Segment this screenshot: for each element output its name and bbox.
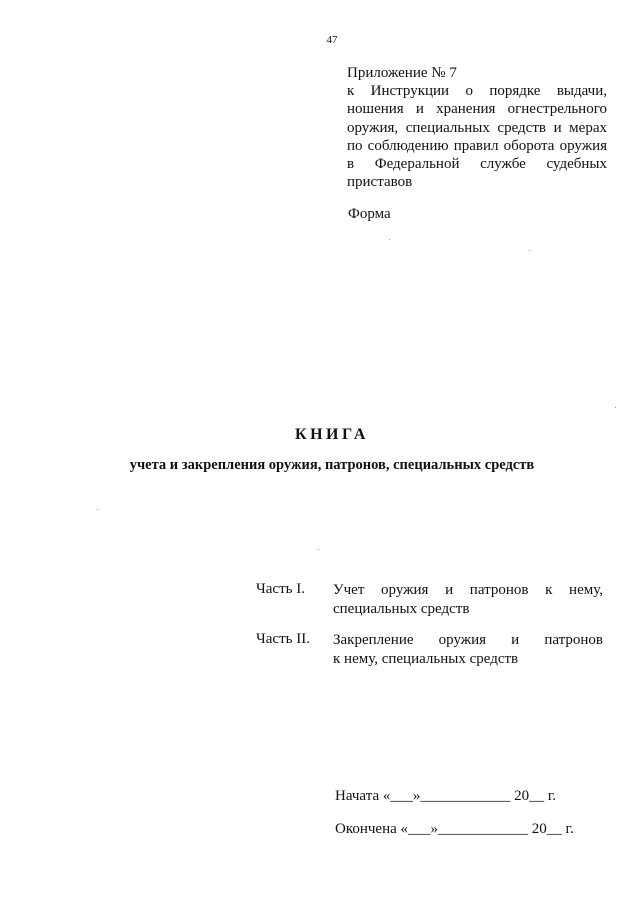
book-title: КНИГА	[295, 426, 369, 443]
book-subtitle: учета и закрепления оружия, патронов, специальных средств	[129, 457, 535, 473]
scan-speck	[529, 250, 530, 251]
part-2-text	[333, 631, 603, 668]
part-1-text	[333, 581, 603, 618]
part-2-label: Часть II.	[256, 631, 310, 647]
part-2-text-line-2: к нему, специальных средств	[333, 650, 519, 667]
started-date-line: Начата «___»____________ 20__ г.	[335, 788, 557, 804]
scan-speck	[97, 509, 98, 510]
annex-body-last-line: приставов	[347, 174, 413, 191]
annex-block	[347, 64, 607, 191]
annex-body	[347, 82, 607, 191]
part-1-label: Часть I.	[256, 581, 305, 597]
form-label: Форма	[348, 206, 391, 222]
annex-title: Приложение № 7	[347, 65, 457, 81]
part-1-text-line-1: Учет оружия и патронов к нему,	[333, 582, 603, 598]
scan-speck	[615, 407, 616, 408]
scan-speck	[389, 239, 390, 240]
annex-body-text: к Инструкции о порядке выдачи, ношения и хранения огнестрельного оружия, специальных средств и мерах по соблюдению правил оборота оружия в Федеральной службе судебных	[347, 83, 607, 173]
page-number: 47	[326, 34, 338, 46]
scan-speck	[318, 549, 319, 550]
part-2-text-line-1: Закрепление оружия и патронов	[333, 632, 603, 648]
ended-date-line: Окончена «___»____________ 20__ г.	[335, 821, 574, 837]
part-1-text-line-2: специальных средств	[333, 600, 470, 617]
